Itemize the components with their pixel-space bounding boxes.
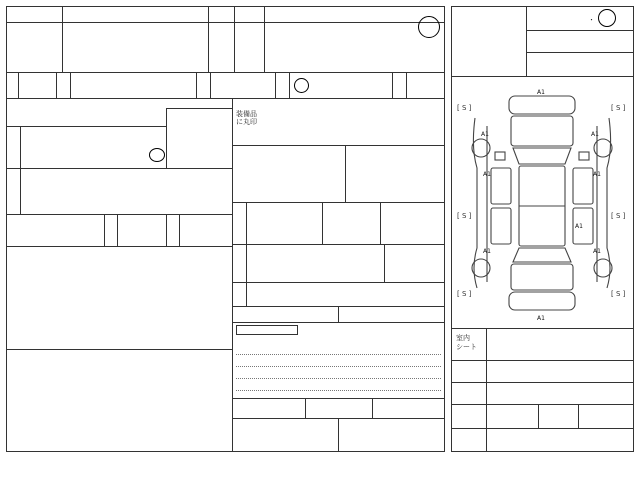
- divider: [451, 428, 634, 429]
- divider: [451, 382, 634, 383]
- divider: [246, 244, 247, 282]
- divider: [70, 72, 71, 98]
- divider: [196, 72, 197, 98]
- divider: [6, 168, 232, 169]
- divider: [338, 306, 339, 322]
- divider: [526, 30, 634, 31]
- divider: [6, 72, 445, 73]
- divider: [234, 6, 235, 72]
- diag-label-right-door: A1: [593, 171, 601, 178]
- divider: [62, 6, 63, 72]
- divider: [6, 214, 232, 215]
- svg-text:[ S ]: [ S ]: [457, 104, 472, 112]
- divider: [166, 108, 232, 109]
- divider: [20, 126, 21, 168]
- divider: [6, 349, 232, 350]
- divider: [392, 72, 393, 98]
- svg-text:[ S ]: [ S ]: [611, 104, 626, 112]
- divider: [6, 22, 445, 23]
- divider: [208, 6, 209, 72]
- divider: [18, 72, 19, 98]
- divider: [338, 418, 339, 452]
- dotted-line: [236, 378, 441, 379]
- divider: [232, 202, 445, 203]
- divider: [289, 72, 290, 98]
- divider: [451, 328, 634, 329]
- divider: [322, 202, 323, 244]
- divider: [451, 76, 634, 77]
- divider: [372, 398, 373, 418]
- svg-text:[ S ]: [ S ]: [457, 290, 472, 298]
- 2wd-circle: [418, 16, 440, 38]
- svg-text:[ S ]: [ S ]: [611, 212, 626, 220]
- divider: [20, 168, 21, 214]
- svg-text:[ S ]: [ S ]: [457, 212, 472, 220]
- divider: [232, 244, 445, 245]
- diag-label-right-front: A1: [591, 131, 599, 138]
- diag-label-right-rear: A1: [593, 248, 601, 255]
- divider: [179, 214, 180, 246]
- divider: [384, 244, 385, 282]
- divider: [6, 246, 232, 247]
- divider: [275, 72, 276, 98]
- car-damage-diagram: [451, 78, 634, 326]
- divider: [117, 214, 118, 246]
- svg-text:[ S ]: [ S ]: [611, 290, 626, 298]
- diag-label-left-rear: A1: [483, 248, 491, 255]
- diag-label-right-rear-door: A1: [575, 223, 583, 230]
- divider: [232, 282, 445, 283]
- divider: [451, 360, 634, 361]
- km-circle: [149, 148, 165, 162]
- divider: [451, 404, 634, 405]
- divider: [246, 282, 247, 306]
- divider: [538, 404, 539, 428]
- notes-label: [236, 325, 298, 335]
- divider: [264, 6, 265, 72]
- divider: [166, 214, 167, 246]
- diag-label-rear-bumper: A1: [537, 315, 545, 322]
- divider: [345, 145, 346, 202]
- divider: [232, 322, 445, 323]
- divider: [56, 72, 57, 98]
- divider: [305, 398, 306, 418]
- divider: [526, 6, 527, 76]
- diag-label-front-bumper: A1: [537, 89, 545, 96]
- divider: [246, 202, 247, 244]
- dotted-line: [236, 366, 441, 367]
- divider: [6, 98, 445, 99]
- divider: [210, 72, 211, 98]
- repair-dot: ・: [588, 16, 595, 24]
- dotted-line: [236, 390, 441, 391]
- dotted-line: [236, 354, 441, 355]
- room-label: 室内 シート: [456, 334, 477, 351]
- divider: [232, 145, 445, 146]
- diag-label-left-door: A1: [483, 171, 491, 178]
- divider: [406, 72, 407, 98]
- divider: [232, 398, 445, 399]
- divider: [526, 52, 634, 53]
- fuel-selected-circle: [294, 78, 309, 93]
- divider: [578, 404, 579, 428]
- divider: [380, 202, 381, 244]
- diag-label-left-front: A1: [481, 131, 489, 138]
- equipment-label-1: 装備品に丸印: [236, 110, 257, 126]
- divider: [486, 328, 487, 452]
- repair-no-circle: [598, 9, 616, 27]
- divider: [166, 108, 167, 168]
- divider: [6, 126, 166, 127]
- divider: [104, 214, 105, 246]
